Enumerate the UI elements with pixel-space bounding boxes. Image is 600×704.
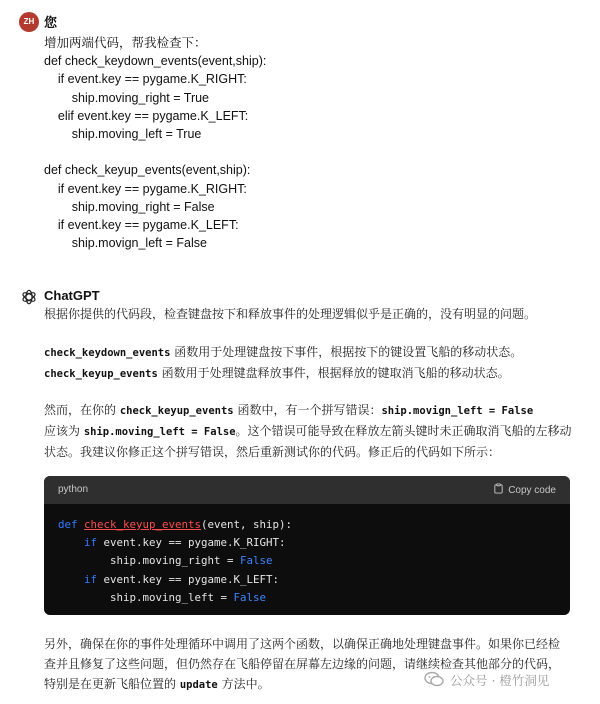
text-span: 然而，在你的: [44, 403, 120, 417]
code-text: event.key == pygame.K_LEFT:: [97, 572, 280, 586]
answer-paragraph-3: [44, 400, 574, 462]
inline-code: check_keyup_events: [119, 405, 234, 417]
user-line: ship.moving_right = True: [44, 90, 210, 105]
code-language-label: python: [58, 484, 89, 495]
user-line: elif event.key == pygame.K_LEFT:: [44, 108, 249, 123]
inline-code: update: [179, 679, 218, 691]
chatgpt-logo-icon: [20, 288, 38, 306]
code-line: [58, 571, 570, 589]
inline-code: ship.moving_left = False: [83, 426, 236, 438]
text-span: 函数中，有一个拼写错误：: [233, 403, 382, 417]
code-block-header: [44, 476, 570, 504]
text-span: 函数用于处理键盘按下事件，根据按下的键设置飞船的移动状态。: [170, 345, 523, 359]
user-line: def check_keyup_events(event,ship):: [44, 163, 251, 178]
code-block: [44, 476, 570, 615]
user-line: if event.key == pygame.K_RIGHT:: [44, 72, 247, 87]
wechat-icon: [424, 671, 444, 690]
copy-code-button[interactable]: [493, 482, 556, 498]
code-literal: False: [240, 554, 273, 568]
keydown-description: [44, 342, 574, 363]
user-line: [44, 143, 266, 161]
user-line: if event.key == pygame.K_RIGHT:: [44, 181, 247, 196]
code-literal: False: [233, 590, 267, 604]
user-line: ship.moving_left = True: [44, 126, 202, 141]
assistant-name: ChatGPT: [44, 288, 100, 303]
text-span: 另外，确保在你的事件处理循环中调用了这两个函数，以确保正确地处理键盘事件。如果你已经检查并且修复了这些问题，但仍然存在飞船停留在屏幕左边缘的问题，请继续检查其他部分的代码，特别是在更新飞船位置的: [44, 637, 561, 691]
code-text: ship.moving_right =: [110, 554, 241, 568]
code-line: [58, 516, 570, 534]
user-line: ship.movign_left = False: [44, 236, 207, 251]
code-keyword: if: [84, 536, 98, 550]
text-span: 应该为: [44, 424, 84, 438]
code-content: [44, 504, 570, 607]
user-line: if event.key == pygame.K_LEFT:: [44, 217, 239, 232]
copy-code-label: Copy code: [508, 484, 556, 496]
code-line: [58, 589, 570, 607]
keyup-description: [44, 363, 574, 384]
text-span: 函数用于处理键盘释放事件，根据释放的键取消飞船的移动状态。: [157, 366, 510, 380]
user-line: 增加两端代码，帮我检查下：: [44, 36, 207, 50]
watermark-text: 公众号 · 橙竹洞见: [450, 673, 550, 688]
code-text: ship.moving_left =: [110, 590, 234, 604]
user-line: def check_keydown_events(event,ship):: [44, 54, 267, 69]
clipboard-icon: [493, 483, 504, 497]
user-message-text: [44, 34, 266, 252]
code-line: [58, 552, 570, 570]
code-keyword: def: [58, 518, 78, 531]
watermark: [424, 670, 549, 690]
inline-code: check_keydown_events: [44, 347, 171, 359]
code-text: event.key == pygame.K_RIGHT:: [97, 536, 286, 550]
inline-code: ship.movign_left = False: [381, 405, 534, 417]
text-span: 方法中。: [217, 677, 270, 691]
code-line: [58, 534, 570, 552]
user-avatar: ZH: [19, 12, 39, 32]
user-name: 您: [44, 15, 58, 30]
inline-code: check_keyup_events: [44, 368, 158, 380]
code-function-name: check_keyup_events: [84, 518, 202, 531]
code-keyword: if: [84, 572, 98, 586]
answer-paragraph-1: 根据你提供的代码段，检查键盘按下和释放事件的处理逻辑似乎是正确的，没有明显的问题。: [44, 307, 537, 321]
answer-paragraph-2: [44, 342, 574, 384]
user-line: ship.moving_right = False: [44, 199, 215, 214]
code-text: (event, ship):: [201, 518, 293, 531]
text-span: 。这个错误可能导致在释放左箭头键时未正确取消飞船的左移动状态。我建议你修正这个拼写错误，然后重新测试你的代码。修正后的代码如下所示：: [44, 424, 572, 459]
